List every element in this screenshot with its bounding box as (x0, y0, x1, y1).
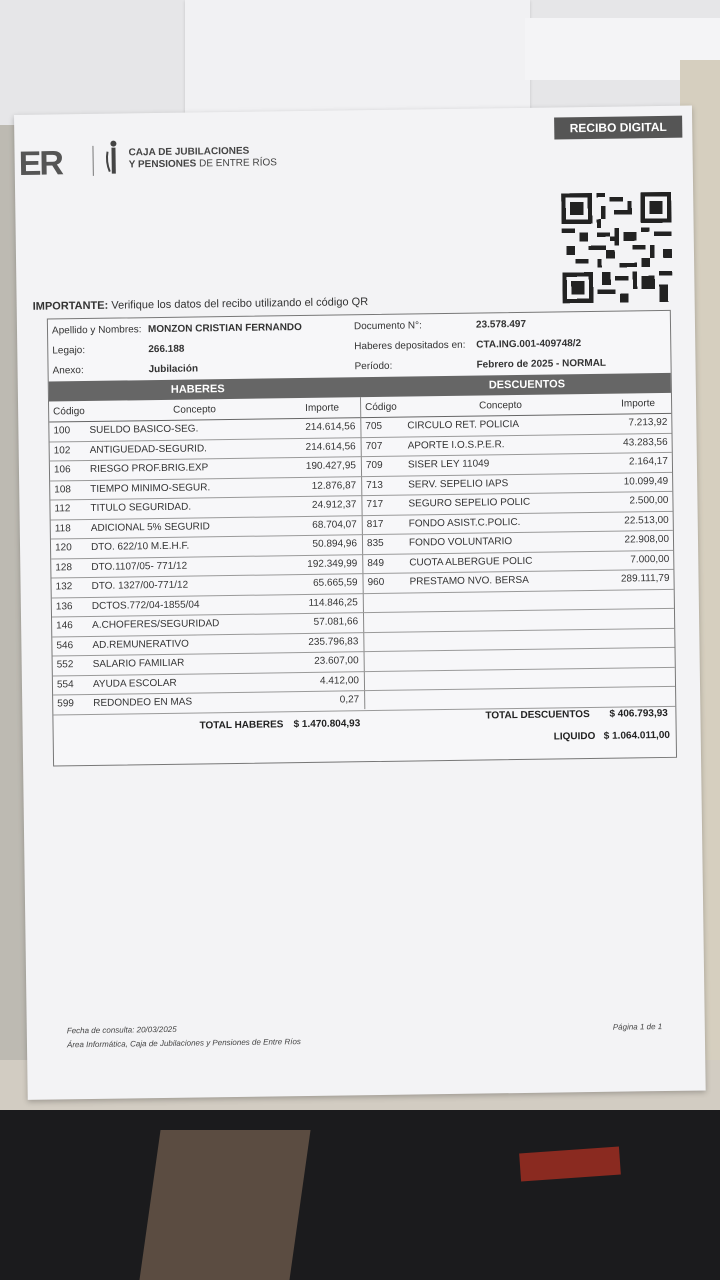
haber-importe: 57.081,66 (313, 616, 359, 628)
col-concepto: Concepto (173, 404, 217, 416)
haber-importe: 12.876,87 (311, 479, 357, 492)
person-figure-icon (102, 139, 123, 184)
haber-concepto: DCTOS.772/04-1855/04 (91, 598, 200, 612)
descuento-codigo: 705 (365, 420, 383, 433)
descuento-codigo: 707 (365, 440, 383, 452)
periodo-value: Febrero de 2025 - NORMAL (476, 357, 607, 371)
descuento-concepto: FONDO ASIST.C.POLIC. (408, 516, 521, 530)
legajo-label: Legajo: (52, 345, 86, 357)
haber-concepto: TIEMPO MINIMO-SEGUR. (90, 481, 211, 495)
haber-codigo: 554 (56, 678, 74, 690)
haber-importe: 214.614,56 (305, 421, 356, 433)
haber-codigo: 120 (54, 542, 72, 554)
totals (53, 708, 676, 765)
haber-codigo: 128 (55, 561, 73, 573)
descuento-concepto: CUOTA ALBERGUE POLIC (409, 555, 533, 569)
liquido-label: LIQUIDO (553, 730, 596, 743)
haber-importe: 190.427,95 (305, 460, 357, 472)
recibo-digital-badge: RECIBO DIGITAL (554, 116, 682, 140)
descuento-concepto: APORTE I.O.S.P.E.R. (407, 438, 505, 452)
descuento-concepto: SEGURO SEPELIO POLIC (408, 496, 531, 510)
haber-importe: 214.614,56 (305, 440, 356, 453)
haber-concepto: DTO.1107/05- 771/12 (91, 560, 188, 573)
documento-value: 23.578.497 (475, 318, 527, 331)
haber-codigo: 100 (53, 425, 71, 437)
haber-codigo: 552 (56, 659, 74, 671)
legajo-value: 266.188 (148, 343, 185, 356)
haberes-title: HABERES (170, 383, 225, 396)
apellido-value: MONZON CRISTIAN FERNANDO (147, 322, 302, 336)
descuento-concepto: CIRCULO RET. POLICIA (407, 418, 520, 432)
haber-concepto: AYUDA ESCOLAR (92, 677, 177, 690)
haber-concepto: DTO. 1327/00-771/12 (91, 579, 189, 592)
haber-codigo: 106 (53, 464, 71, 476)
descuento-codigo: 835 (366, 537, 384, 550)
descuento-importe: 43.283,56 (623, 436, 668, 449)
haber-concepto: AD.REMUNERATIVO (92, 638, 189, 651)
haber-concepto: RIESGO PROF.BRIG.EXP (89, 462, 209, 475)
col-concepto: Concepto (479, 399, 522, 412)
area-informatica: Área Informática, Caja de Jubilaciones y Pensiones de Entre Ríos (66, 1037, 301, 1050)
descuento-codigo: 849 (367, 557, 385, 569)
haber-concepto: ANTIGUEDAD-SEGURID. (89, 442, 207, 456)
descuento-importe: 7.000,00 (630, 553, 670, 565)
haber-codigo: 546 (56, 639, 74, 651)
descuento-codigo: 960 (367, 576, 385, 589)
haber-concepto: REDONDEO EN MAS (93, 696, 193, 709)
periodo-label: Período: (354, 360, 393, 373)
haber-importe: 0,27 (339, 694, 360, 706)
haber-codigo: 146 (56, 620, 73, 632)
apellido-label: Apellido y Nombres: (51, 324, 142, 337)
descuento-importe: 289.111,79 (620, 572, 670, 585)
descuento-importe: 10.099,49 (623, 475, 669, 488)
descuento-importe: 22.908,00 (624, 533, 670, 546)
footer-info (67, 1021, 301, 1052)
haber-importe: 24.912,37 (311, 499, 357, 511)
receipt-table (47, 310, 677, 767)
haber-importe: 68.704,07 (312, 518, 357, 531)
descuentos-title: DESCUENTOS (488, 378, 566, 392)
descuento-concepto: FONDO VOLUNTARIO (408, 536, 513, 549)
er-logo: ER (18, 144, 63, 183)
haberes-depositados-value: CTA.ING.001-409748/2 (476, 338, 582, 351)
haberes-depositados-label: Haberes depositados en: (354, 339, 466, 353)
haber-codigo: 118 (54, 522, 71, 534)
descuento-codigo: 709 (365, 459, 383, 472)
haber-codigo: 136 (55, 600, 73, 612)
col-importe: Importe (305, 402, 340, 414)
descuento-codigo: 817 (366, 518, 384, 530)
haber-concepto: SUELDO BASICO-SEG. (89, 423, 199, 436)
total-haberes-value: $ 1.470.804,93 (293, 718, 361, 731)
descuento-codigo: 713 (366, 479, 383, 491)
descuento-concepto: SISER LEY 11049 (407, 458, 490, 471)
descuento-concepto: PRESTAMO NVO. BERSA (409, 574, 529, 588)
haber-codigo: 108 (54, 483, 71, 495)
haber-importe: 50.894,96 (312, 538, 358, 550)
haber-codigo: 112 (54, 503, 71, 515)
descuento-importe: 7.213,92 (628, 416, 668, 429)
descuento-importe: 2.500,00 (629, 494, 669, 507)
haber-importe: 235.796,83 (308, 635, 359, 648)
anexo-label: Anexo: (52, 365, 84, 377)
institution-name: CAJA DE JUBILACIONES Y PENSIONES DE ENTRE RÍOS (128, 145, 277, 171)
qr-code-icon (561, 192, 673, 304)
floor-area (0, 1110, 720, 1280)
col-importe: Importe (621, 398, 656, 410)
descuento-codigo: 717 (366, 498, 384, 511)
documento-label: Documento N°: (353, 320, 422, 333)
haber-importe: 4.412,00 (319, 674, 360, 687)
descuento-importe: 22.513,00 (624, 514, 669, 527)
haber-importe: 65.665,59 (312, 577, 358, 589)
logo-divider (92, 146, 93, 176)
receipt-page (14, 106, 706, 1100)
page-number: Página 1 de 1 (612, 1022, 663, 1032)
haber-concepto: DTO. 622/10 M.E.H.F. (90, 540, 190, 553)
haber-importe: 192.349,99 (307, 557, 358, 570)
haber-codigo: 132 (55, 581, 73, 593)
haber-concepto: ADICIONAL 5% SEGURID (90, 520, 210, 534)
haber-concepto: A.CHOFERES/SEGURIDAD (92, 618, 220, 631)
background-sheet (185, 0, 530, 118)
descuento-concepto: SERV. SEPELIO IAPS (408, 477, 509, 491)
haber-concepto: SALARIO FAMILIAR (92, 657, 185, 670)
liquido-value: $ 1.064.011,00 (603, 729, 670, 742)
col-codigo: Código (53, 406, 85, 418)
total-descuentos-value: $ 406.793,93 (609, 707, 668, 720)
total-haberes-label: TOTAL HABERES (199, 719, 284, 732)
col-codigo: Código (365, 401, 397, 414)
haber-codigo: 102 (53, 444, 71, 456)
total-descuentos-label: TOTAL DESCUENTOS (485, 709, 590, 722)
floor-object (139, 1130, 310, 1280)
haber-codigo: 599 (57, 698, 74, 710)
descuento-importe: 2.164,17 (628, 455, 668, 468)
haber-concepto: TITULO SEGURIDAD. (90, 501, 192, 514)
anexo-value: Jubilación (148, 363, 199, 376)
fecha-consulta: Fecha de consulta: 20/03/2025 (66, 1024, 177, 1036)
haber-importe: 114.846,25 (308, 596, 358, 609)
haber-importe: 23.607,00 (314, 655, 359, 667)
qr-notice: IMPORTANTE: Verifique los datos del recibo utilizando el código QR (32, 296, 369, 313)
